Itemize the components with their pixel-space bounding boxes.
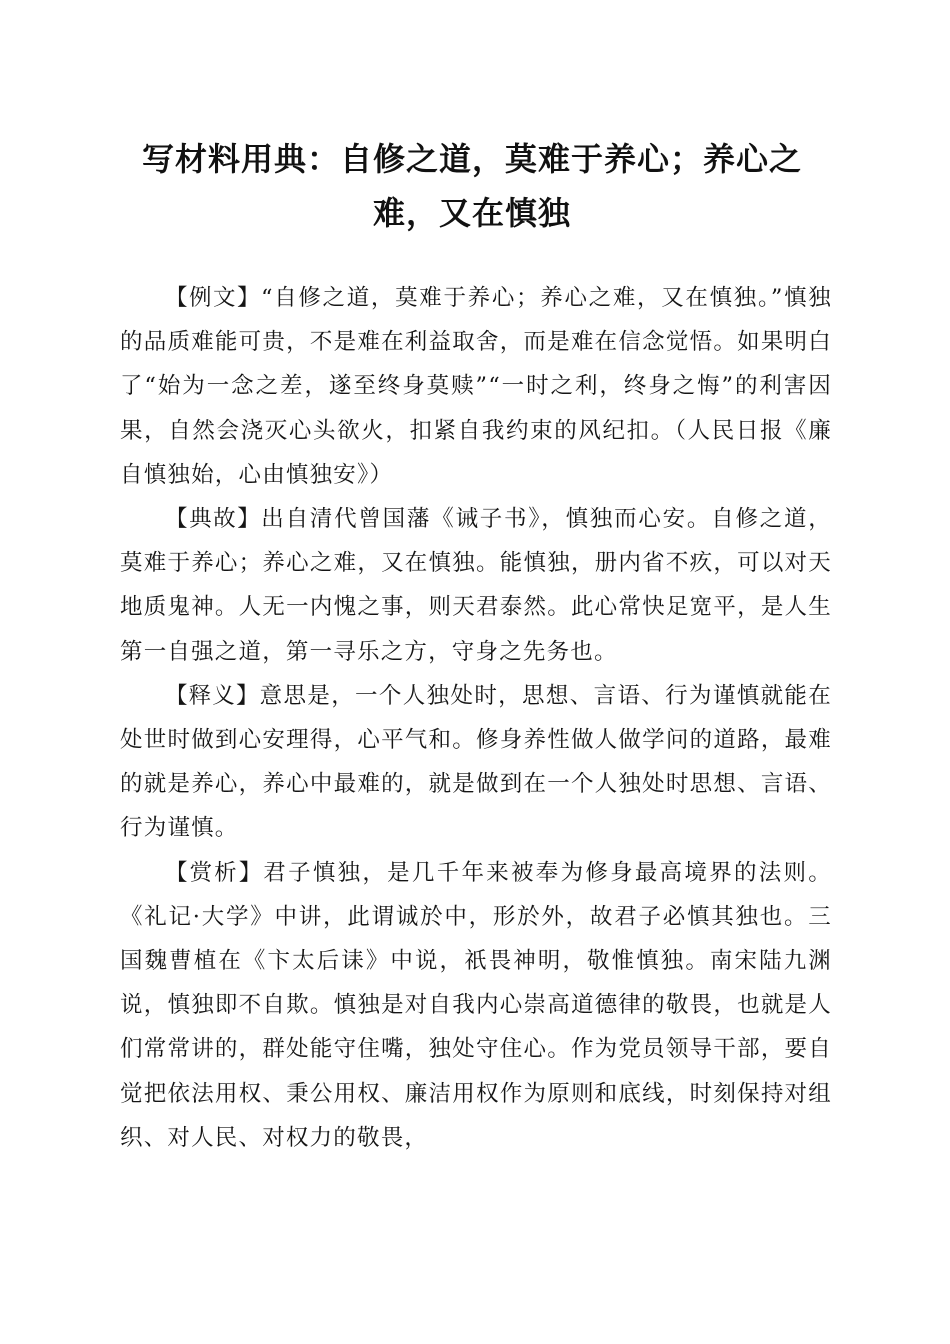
paragraph-allusion	[120, 497, 832, 674]
paragraph-tag: 【赏析】	[165, 859, 264, 886]
paragraph-tag: 【释义】	[165, 682, 260, 709]
paragraph-tag: 【典故】	[165, 506, 262, 533]
paragraph-text: 君子慎独，是几千年来被奉为修身最高境界的法则。《礼记·大学》中讲，此谓诚於中，形於外，故君子必慎其独也。三国魏曹植在《卞太后诔》中说，祇畏神明，敬惟慎独。南宋陆九渊说，慎独即不自欺。慎独是对自我内心崇高道德律的敬畏，也就是人们常常讲的，群处能守住嘴，独处守住心。作为党员领导干部，要自觉把依法用权、秉公用权、廉洁用权作为原则和底线，时刻保持对组织、对人民、对权力的敬畏，	[120, 859, 832, 1151]
document-title: 写材料用典：自修之道，莫难于养心；养心之难，又在慎独	[141, 140, 802, 232]
paragraph-meaning	[120, 674, 832, 851]
paragraph-text: “自修之道，莫难于养心；养心之难，又在慎独。”慎独的品质难能可贵，不是难在利益取舍，而是难在信念觉悟。如果明白了“始为一念之差，遂至终身莫赎”“一时之利，终身之悔”的利害因果，自然会浇灭心头欲火，扣紧自我约束的风纪扣。（人民日报《廉自慎独始，心由慎独安》）	[120, 285, 832, 488]
paragraph-text: 出自清代曾国藩《诫子书》，慎独而心安。自修之道，莫难于养心；养心之难，又在慎独。能慎独，册内省不疚，可以对天地质鬼神。人无一内愧之事，则天君泰然。此心常快足宽平，是人生第一自强之道，第一寻乐之方，守身之先务也。	[120, 506, 832, 665]
paragraph-appreciation	[120, 851, 832, 1160]
document-body	[120, 276, 832, 1160]
paragraph-text: 意思是，一个人独处时，思想、言语、行为谨慎就能在处世时做到心安理得，心平气和。修身养性做人做学问的道路，最难的就是养心，养心中最难的，就是做到在一个人独处时思想、言语、行为谨慎。	[120, 682, 832, 842]
paragraph-tag: 【例文】	[165, 285, 261, 311]
paragraph-example	[120, 276, 832, 497]
